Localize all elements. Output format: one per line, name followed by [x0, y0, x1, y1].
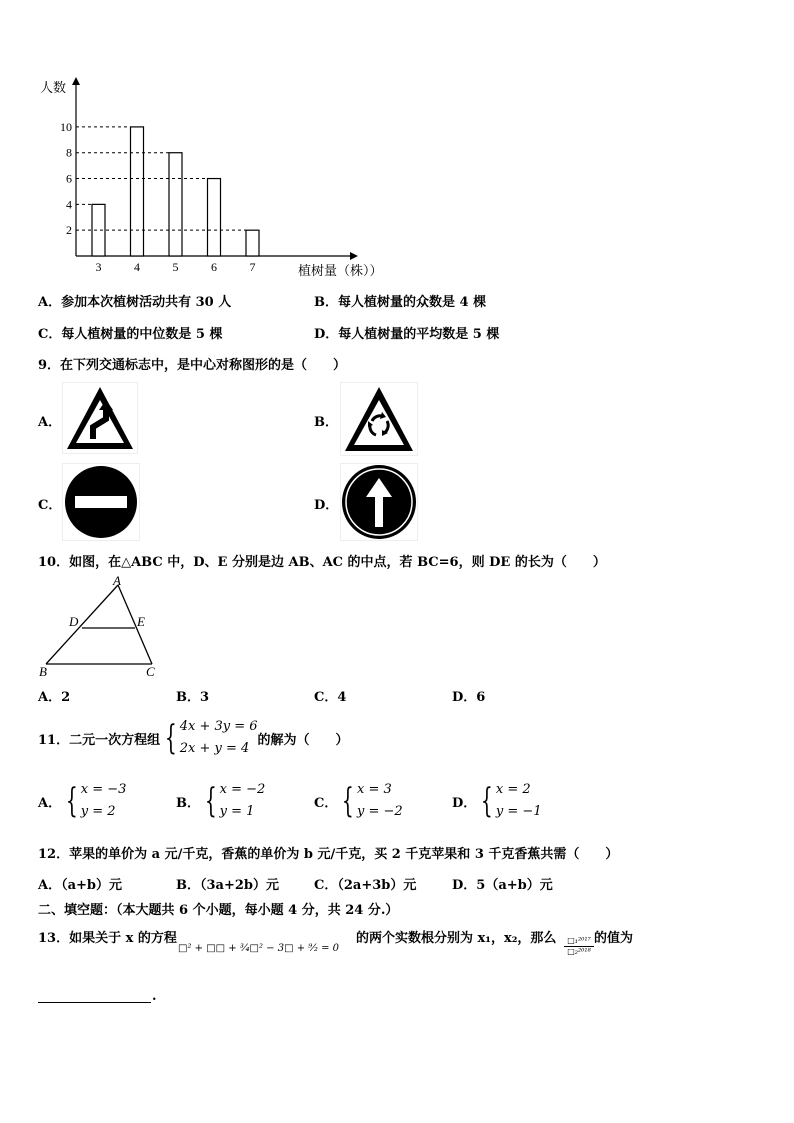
q10-option-a: A．2 [38, 690, 71, 705]
bar-chart [30, 75, 410, 280]
q11-stem-suffix: 的解为（ ） [257, 732, 349, 748]
q12-option-a: A．（a+b）元 [38, 878, 122, 893]
q12-option-d: D．5（a+b）元 [452, 878, 553, 893]
y-axis-label: 人数 [40, 80, 67, 95]
sign-roundabout-icon [340, 382, 418, 456]
y-tick-label: 8 [66, 145, 72, 160]
y-tick-label: 6 [66, 171, 72, 186]
q9-label-d: D． [314, 498, 339, 513]
q9-label-c: C． [38, 498, 62, 513]
q10-option-b: B．3 [176, 690, 210, 705]
triangle-figure [36, 574, 162, 680]
q12-option-c: C．（2a+3b）元 [314, 878, 417, 893]
q11-system-eq1: 4x + 3y = 6 [179, 719, 258, 734]
q11-system-eq2: 2x + y = 4 [179, 741, 250, 756]
sign-straight-ahead-icon [340, 463, 418, 541]
q11-option-d: D． { x = 2 y = −1 [452, 781, 542, 821]
q10-option-d: D．6 [452, 690, 486, 705]
x-tick-label: 7 [249, 260, 256, 274]
q13-fraction [564, 936, 594, 957]
vertex-label-b: B [39, 664, 47, 679]
q11-option-a: A． { x = −3 y = 2 [38, 781, 127, 821]
vertex-label-e: E [137, 614, 145, 629]
q8-option-c: C．每人植树量的中位数是 5 棵 [38, 327, 223, 342]
x-tick-label: 4 [134, 260, 140, 274]
q9-label-b: B． [314, 415, 338, 430]
q8-option-b: B．每人植树量的众数是 4 棵 [314, 295, 487, 310]
q8-option-a: A．参加本次植树活动共有 30 人 [38, 295, 232, 310]
y-axis-arrow [72, 77, 80, 85]
x-axis-arrow [350, 252, 358, 260]
y-tick-label: 2 [66, 223, 72, 238]
sign-no-entry-icon [62, 463, 140, 541]
q11-system [160, 716, 257, 760]
vertex-label-d: D [69, 614, 79, 629]
q9-stem: 9．在下列交通标志中，是中心对称图形的是（ ） [38, 358, 347, 373]
section-heading: 二、填空题：（本大题共 6 个小题，每小题 4 分，共 24 分.） [38, 903, 399, 918]
q13-suffix: 的值为 [594, 931, 634, 946]
q12-option-b: B．（3a+2b）元 [176, 878, 279, 893]
vertex-label-a: A [113, 574, 121, 588]
x-axis-label: 植树量（株）） [298, 263, 383, 278]
y-tick-label: 4 [66, 197, 72, 212]
q13-fraction-numerator: □₁²⁰¹⁷ [567, 936, 591, 945]
bar-6 [208, 179, 221, 256]
answer-blank-period: . [152, 989, 157, 1004]
brace-glyph: { [164, 718, 177, 758]
y-tick-label: 10 [60, 119, 72, 134]
q11-stem [38, 716, 349, 760]
x-tick-label: 3 [95, 260, 102, 274]
q13-equation: □² + □□ + ³⁄₄□² − 3□ + ⁹⁄₂ = 0 [178, 943, 340, 954]
answer-blank[interactable] [38, 1002, 151, 1003]
q13-fraction-denominator: □₂²⁰¹⁸ [567, 947, 591, 956]
q9-label-a: A． [38, 415, 62, 430]
q10-stem: 10．如图，在△ABC 中，D、E 分别是边 AB、AC 的中点，若 BC=6，则 DE 的长为（ ） [38, 555, 606, 570]
bar-4 [131, 127, 144, 256]
vertex-label-c: C [146, 664, 155, 679]
q8-option-d: D．每人植树量的平均数是 5 棵 [314, 327, 500, 342]
bar-7 [246, 230, 259, 256]
sign-double-bend-icon [62, 382, 138, 454]
q10-option-c: C．4 [314, 690, 347, 705]
q13-middle: 的两个实数根分别为 x₁，x₂，那么 [356, 931, 557, 946]
q11-stem-prefix: 11．二元一次方程组 [38, 732, 161, 748]
bar-5 [169, 153, 182, 256]
bar-3 [92, 204, 105, 256]
q11-option-b: B． { x = −2 y = 1 [176, 781, 266, 821]
x-tick-label: 6 [211, 260, 217, 274]
q11-option-c: C． { x = 3 y = −2 [314, 781, 403, 821]
x-tick-label: 5 [172, 260, 179, 274]
q13-prefix: 13．如果关于 x 的方程 [38, 931, 177, 946]
q12-stem: 12．苹果的单价为 a 元/千克，香蕉的单价为 b 元/千克，买 2 千克苹果和 3 千克香蕉共需（ ） [38, 847, 619, 862]
